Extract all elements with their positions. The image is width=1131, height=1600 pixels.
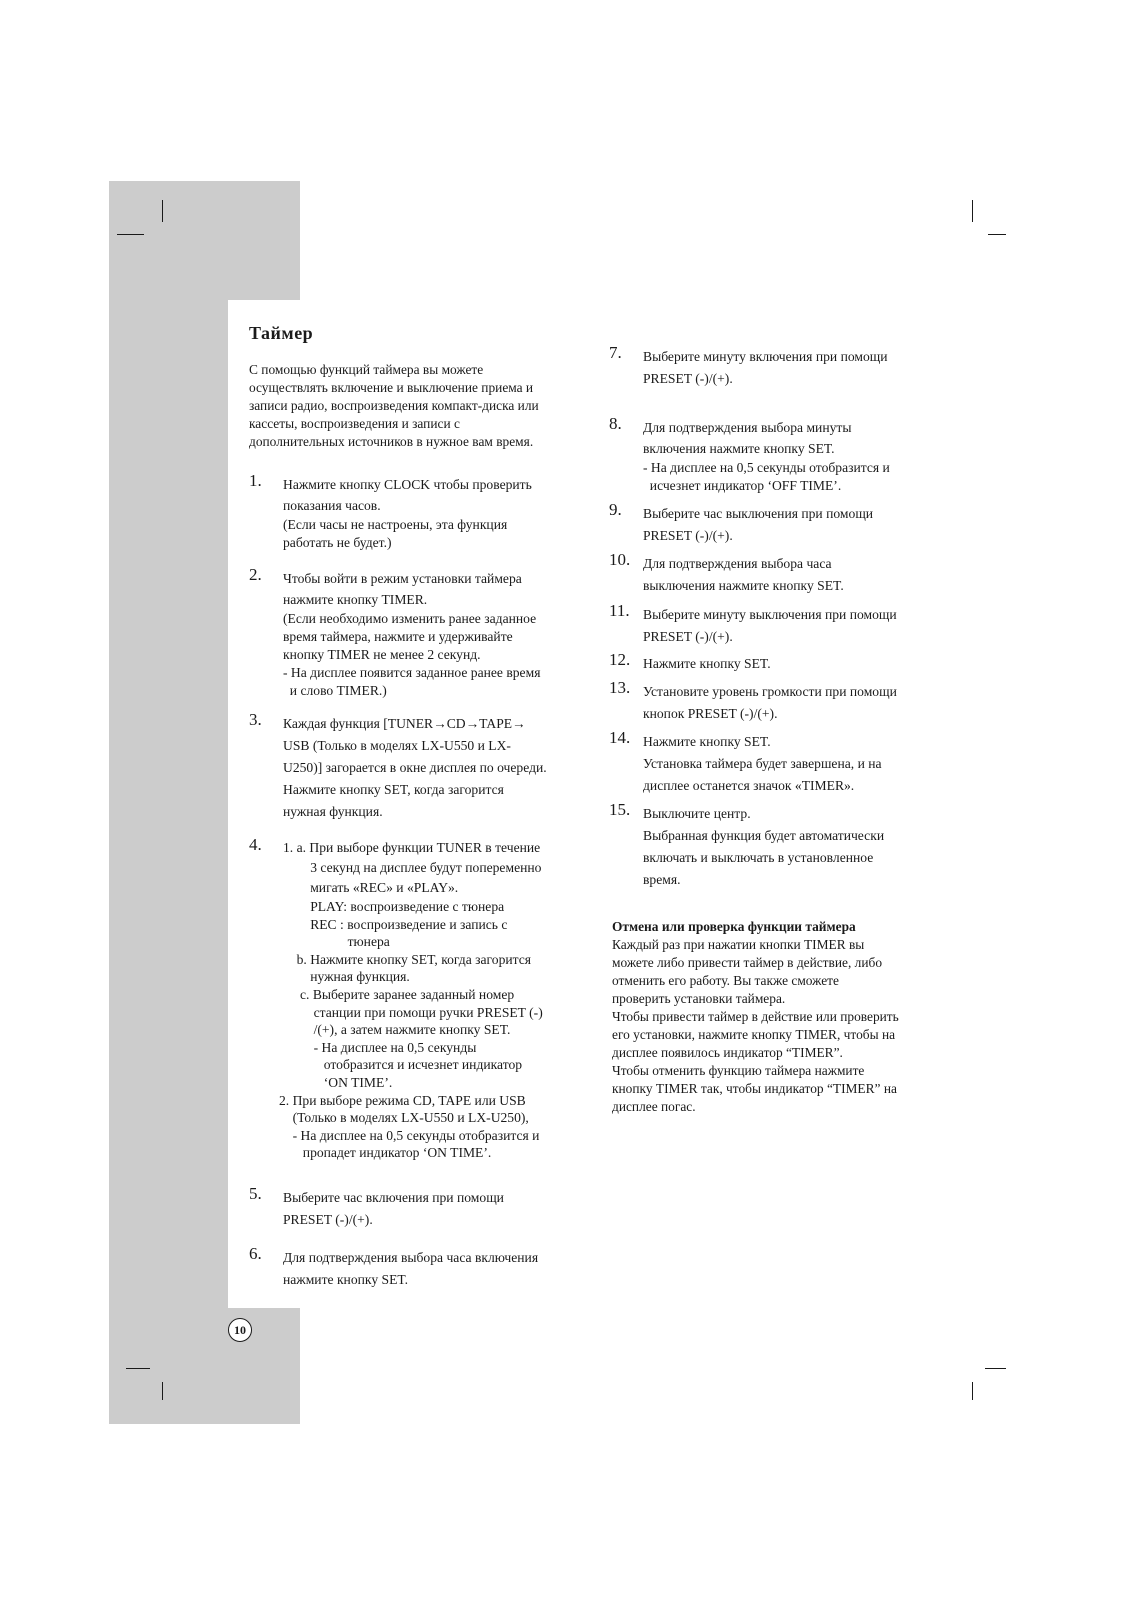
step-line: c. Выберите заранее заданный номер (283, 986, 515, 1002)
step-line: Каждая функция [TUNER→CD→TAPE→ (283, 716, 526, 731)
step-line: и слово TIMER.) (283, 683, 387, 698)
crop-mark-tr-h (988, 234, 1006, 235)
step-number: 9. (609, 500, 622, 519)
step-line: дисплее останется значок «TIMER». (643, 778, 855, 793)
cancel-timer-section (612, 918, 952, 1116)
crop-mark-tl-v (162, 200, 163, 222)
step-number: 12. (609, 650, 631, 669)
step-line: - На дисплее на 0,5 секунды (283, 1039, 477, 1055)
step-line: Установка таймера будет завершена, и на (643, 756, 882, 771)
section-line: его установки, нажмите кнопку TIMER, чтобы на (612, 1027, 896, 1042)
step-number: 11. (609, 601, 630, 620)
step-line: Для подтверждения выбора часа включения (283, 1250, 539, 1265)
section-line: Чтобы отменить функцию таймера нажмите (612, 1063, 865, 1078)
step-line: показания часов. (283, 498, 381, 513)
sidebar-bottom-block (109, 1308, 300, 1424)
sidebar-top-block (109, 181, 300, 300)
section-line: можете либо привести таймер в действие, либо (612, 955, 883, 970)
step-line: (Если необходимо изменить ранее заданное (283, 611, 537, 626)
step-line: кнопку TIMER не менее 2 секунд. (283, 647, 481, 662)
step-line: b. Нажмите кнопку SET, когда загорится (283, 951, 532, 967)
step-text (643, 553, 953, 597)
step-number: 14. (609, 728, 631, 747)
step-text (283, 1187, 593, 1231)
step-line: PRESET (-)/(+). (643, 629, 733, 644)
step-text (643, 653, 953, 675)
step-number: 1. (249, 471, 262, 490)
step-line: PRESET (-)/(+). (643, 371, 733, 386)
section-line: отменить его работу. Вы также сможете (612, 973, 839, 988)
step-text (643, 503, 953, 547)
step-line: 1. a. При выборе функции TUNER в течение (283, 840, 541, 855)
step-text (643, 803, 953, 891)
step-text (643, 604, 953, 648)
step-line: Нажмите кнопку SET. (643, 734, 771, 749)
step-number: 7. (609, 343, 622, 362)
page-number: 10 (228, 1318, 252, 1342)
step-text (643, 681, 953, 725)
step-line: ‘ON TIME’. (283, 1074, 393, 1090)
step-number: 13. (609, 678, 631, 697)
section-heading: Отмена или проверка функции таймера (612, 919, 856, 934)
step-number: 15. (609, 800, 631, 819)
step-text (643, 731, 953, 797)
page-title: Таймер (249, 323, 314, 343)
section-line: проверить установки таймера. (612, 991, 786, 1006)
step-number: 3. (249, 710, 262, 729)
step-line: включать и выключать в установленное (643, 850, 874, 865)
step-line: кнопок PRESET (-)/(+). (643, 706, 778, 721)
crop-mark-br-h (985, 1368, 1006, 1369)
step-line: нажмите кнопку SET. (283, 1272, 409, 1287)
step-text (283, 1247, 593, 1291)
step-line: 3 секунд на дисплее будут попеременно (283, 860, 542, 875)
step-line: (Только в моделях LX-U550 и LX-U250), (279, 1110, 529, 1126)
step-number: 4. (249, 835, 262, 854)
crop-mark-tr-v (972, 200, 973, 222)
step-line: работать не будет.) (283, 535, 392, 550)
step-text (283, 713, 593, 823)
section-line: Чтобы привести таймер в действие или проверить (612, 1009, 899, 1024)
step-line: Выбранная функция будет автоматически (643, 828, 885, 843)
step-line: Нажмите кнопку SET. (643, 656, 771, 671)
step-line: USB (Только в моделях LX-U550 и LX- (283, 738, 511, 753)
step-line: выключения нажмите кнопку SET. (643, 578, 844, 593)
step-text (279, 838, 593, 1162)
intro-line: кассеты, воспроизведения и записи с (249, 416, 460, 431)
step-line: мигать «REC» и «PLAY». (283, 880, 459, 895)
step-line: Выберите минуту выключения при помощи (643, 607, 897, 622)
step-note: исчезнет индикатор ‘OFF TIME’. (643, 478, 842, 493)
step-number: 8. (609, 414, 622, 433)
step-line: Нажмите кнопку CLOCK чтобы проверить (283, 477, 532, 492)
step-note: - На дисплее на 0,5 секунды отобразится и (643, 460, 890, 475)
crop-mark-bl-v (162, 1382, 163, 1400)
step-line: Чтобы войти в режим установки таймера (283, 571, 522, 586)
step-line: Для подтверждения выбора часа (643, 556, 832, 571)
intro-paragraph (249, 361, 594, 451)
step-line: станции при помощи ручки PRESET (-) (283, 1004, 543, 1020)
step-line: 2. При выборе режима CD, TAPE или USB (279, 1092, 526, 1108)
crop-mark-br-v (972, 1382, 973, 1400)
step-line: - На дисплее появится заданное ранее время (283, 665, 541, 680)
step-text (283, 474, 593, 552)
step-line: Для подтверждения выбора минуты (643, 420, 852, 435)
step-number: 5. (249, 1184, 262, 1203)
step-line: PRESET (-)/(+). (643, 528, 733, 543)
step-line: Нажмите кнопку SET, когда загорится (283, 782, 504, 797)
step-line: Выберите час включения при помощи (283, 1190, 504, 1205)
step-line: Выберите минуту включения при помощи (643, 349, 888, 364)
step-line: время. (643, 872, 681, 887)
step-line: отобразится и исчезнет индикатор (283, 1057, 523, 1073)
step-text (643, 346, 953, 390)
step-line: Выключите центр. (643, 806, 751, 821)
step-line: время таймера, нажмите и удерживайте (283, 629, 513, 644)
step-line: нужная функция. (283, 969, 410, 985)
step-line: REC : воспроизведение и запись с (283, 916, 508, 932)
section-line: дисплее погас. (612, 1099, 696, 1114)
crop-mark-bl-h (126, 1368, 150, 1369)
step-line: U250)] загорается в окне дисплея по очереди. (283, 760, 547, 775)
intro-line: С помощью функций таймера вы можете (249, 362, 484, 377)
section-line: дисплее появилось индикатор “TIMER”. (612, 1045, 843, 1060)
crop-mark-tl-h (117, 234, 144, 235)
step-line: нажмите кнопку TIMER. (283, 592, 428, 607)
step-line: пропадет индикатор ‘ON TIME’. (279, 1145, 492, 1161)
section-line: Каждый раз при нажатии кнопки TIMER вы (612, 937, 865, 952)
step-number: 6. (249, 1244, 262, 1263)
step-line: - На дисплее на 0,5 секунды отобразится и (279, 1127, 540, 1143)
step-line: тюнера (283, 934, 390, 950)
step-number: 10. (609, 550, 631, 569)
intro-line: дополнительных источников в нужное вам время. (249, 434, 534, 449)
intro-line: записи радио, воспроизведения компакт-диска или (249, 398, 539, 413)
step-text (283, 568, 593, 700)
step-line: нужная функция. (283, 804, 383, 819)
step-line: Установите уровень громкости при помощи (643, 684, 897, 699)
section-line: кнопку TIMER так, чтобы индикатор “TIMER” на (612, 1081, 897, 1096)
step-line: PRESET (-)/(+). (283, 1212, 373, 1227)
step-text (643, 417, 953, 495)
step-line: PLAY: воспроизведение с тюнера (283, 899, 505, 914)
step-line: включения нажмите кнопку SET. (643, 441, 835, 456)
intro-line: осуществлять включение и выключение приема и (249, 380, 534, 395)
sidebar-strip (109, 300, 228, 1308)
step-line: (Если часы не настроены, эта функция (283, 517, 508, 532)
step-line: Выберите час выключения при помощи (643, 506, 874, 521)
step-line: /(+), а затем нажмите кнопку SET. (283, 1022, 511, 1038)
step-number: 2. (249, 565, 262, 584)
